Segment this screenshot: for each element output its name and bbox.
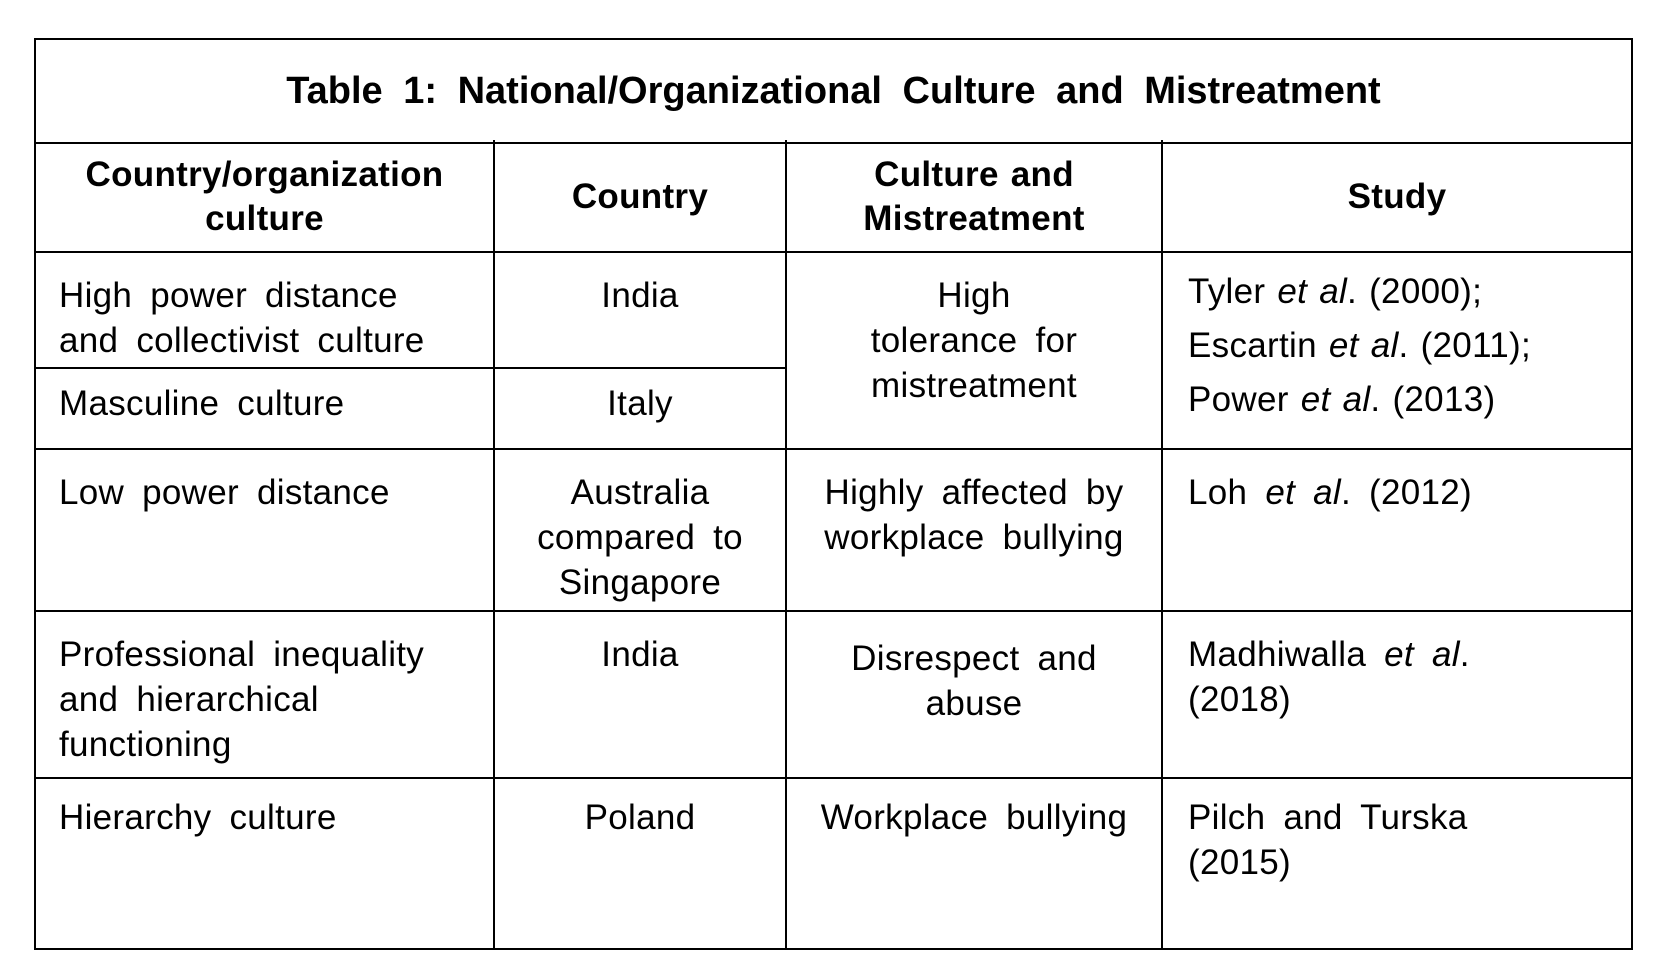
row4-mistreatment: Disrespect and abuse [851, 639, 1097, 723]
column-header-culture-label: Country/organization culture [85, 154, 444, 238]
row4-country: India [601, 635, 679, 674]
row2-culture: Masculine culture [59, 384, 345, 423]
row5-study: Pilch and Turska (2015) [1188, 798, 1468, 882]
row5-mistreatment: Workplace bullying [820, 798, 1128, 837]
culture-mistreatment-table [34, 38, 1633, 950]
row2-country: Italy [607, 384, 673, 423]
row3-mistreatment: Highly affected by workplace bullying [824, 473, 1124, 557]
merged-mistreatment: High tolerance for mistreatment [870, 276, 1078, 405]
row4-study: Madhiwalla et al. (2018) [1188, 635, 1470, 719]
column-header-study-label: Study [1347, 176, 1447, 216]
row3-culture: Low power distance [59, 473, 390, 512]
column-header-culture [36, 142, 493, 251]
row4-culture: Professional inequality and hierarchical functioning [59, 635, 425, 764]
column-header-country [495, 142, 785, 251]
row5-culture: Hierarchy culture [59, 798, 337, 837]
row1-country: India [601, 276, 679, 315]
table-title: Table 1: National/Organizational Culture and Mistreatment [36, 40, 1631, 144]
study-citation: Power et al. (2013) [1188, 380, 1496, 419]
row3-study: Loh et al. (2012) [1188, 473, 1473, 512]
row3-country: Australia compared to Singapore [537, 473, 743, 602]
column-header-country-label: Country [571, 176, 709, 216]
study-citation: Escartin et al. (2011); [1188, 326, 1531, 365]
row5-country: Poland [584, 798, 696, 837]
merged-studies [1163, 253, 1631, 448]
column-header-study [1163, 142, 1631, 251]
row1-culture: High power distance and collectivist culture [59, 276, 425, 360]
column-header-mistreatment [787, 142, 1161, 251]
study-citation: Tyler et al. (2000); [1188, 272, 1483, 311]
column-header-mistreatment-label: Culture and Mistreatment [863, 154, 1085, 238]
